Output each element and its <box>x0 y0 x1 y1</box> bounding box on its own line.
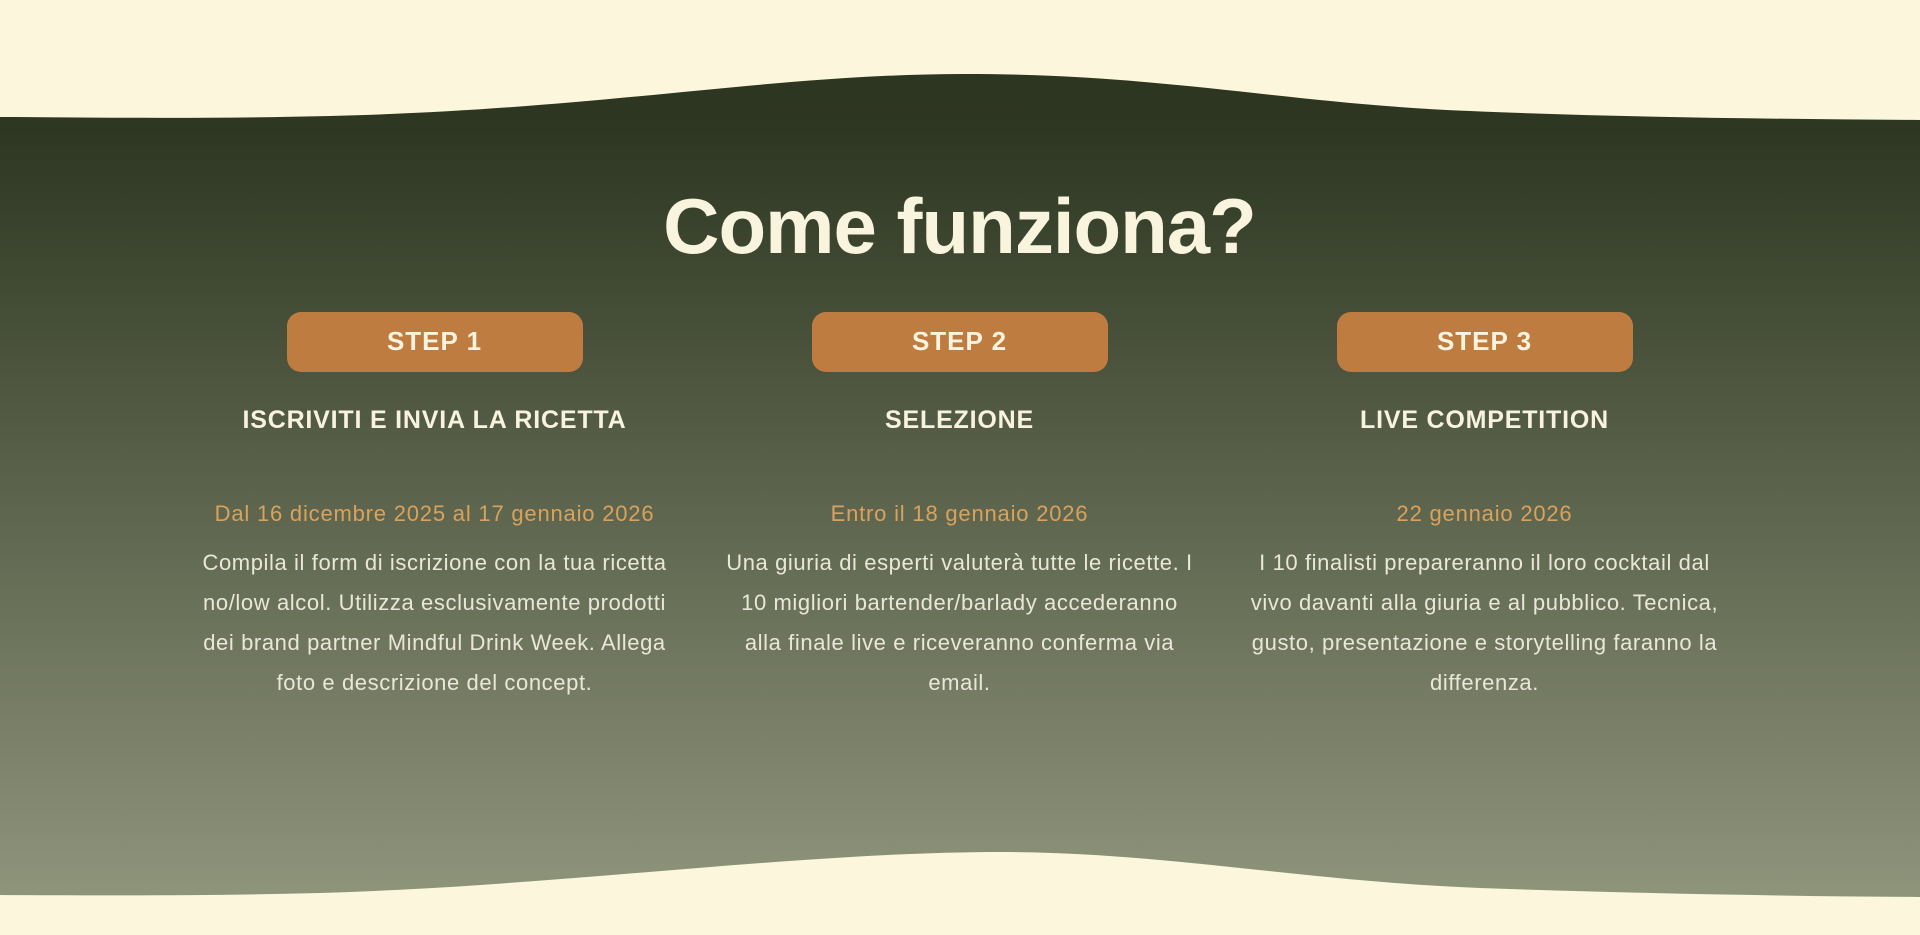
step-2-date: Entro il 18 gennaio 2026 <box>830 500 1089 526</box>
step-3-date: 22 gennaio 2026 <box>1396 500 1573 526</box>
step-1-badge <box>287 312 583 372</box>
section-title: Come funziona? <box>663 182 1256 270</box>
section-content <box>197 0 1722 703</box>
step-1-description: Compila il form di iscrizione con la tua ricetta no/low alcol. Utilizza esclusivamente prodotti dei brand partner Mindful Drink Week. Allega foto e descrizione del concept. <box>202 549 667 695</box>
step-2-description: Una giuria di esperti valuterà tutte le ricette. I 10 migliori bartender/barlady accederanno alla finale live e riceveranno conferma via email. <box>726 549 1193 695</box>
step-2-badge <box>812 312 1108 372</box>
step-3-badge <box>1337 312 1633 372</box>
step-card-2 <box>722 312 1197 703</box>
step-2-title: SELEZIONE <box>885 405 1034 434</box>
bottom-wave-divider <box>0 845 1920 935</box>
step-card-1 <box>197 312 672 703</box>
step-1-title: ISCRIVITI E INVIA LA RICETTA <box>242 405 627 434</box>
step-1-date: Dal 16 dicembre 2025 al 17 gennaio 2026 <box>214 500 655 526</box>
step-3-badge-label: STEP 3 <box>1436 326 1533 357</box>
step-1-badge-label: STEP 1 <box>386 326 483 357</box>
step-3-description: I 10 finalisti prepareranno il loro cocktail dal vivo davanti alla giuria e al pubblico. Tecnica, gusto, presentazione e storytelling faranno la differenza. <box>1250 549 1719 695</box>
steps-row <box>197 312 1722 703</box>
step-3-title: LIVE COMPETITION <box>1360 405 1609 434</box>
step-2-badge-label: STEP 2 <box>911 326 1008 357</box>
step-card-3 <box>1247 312 1722 703</box>
